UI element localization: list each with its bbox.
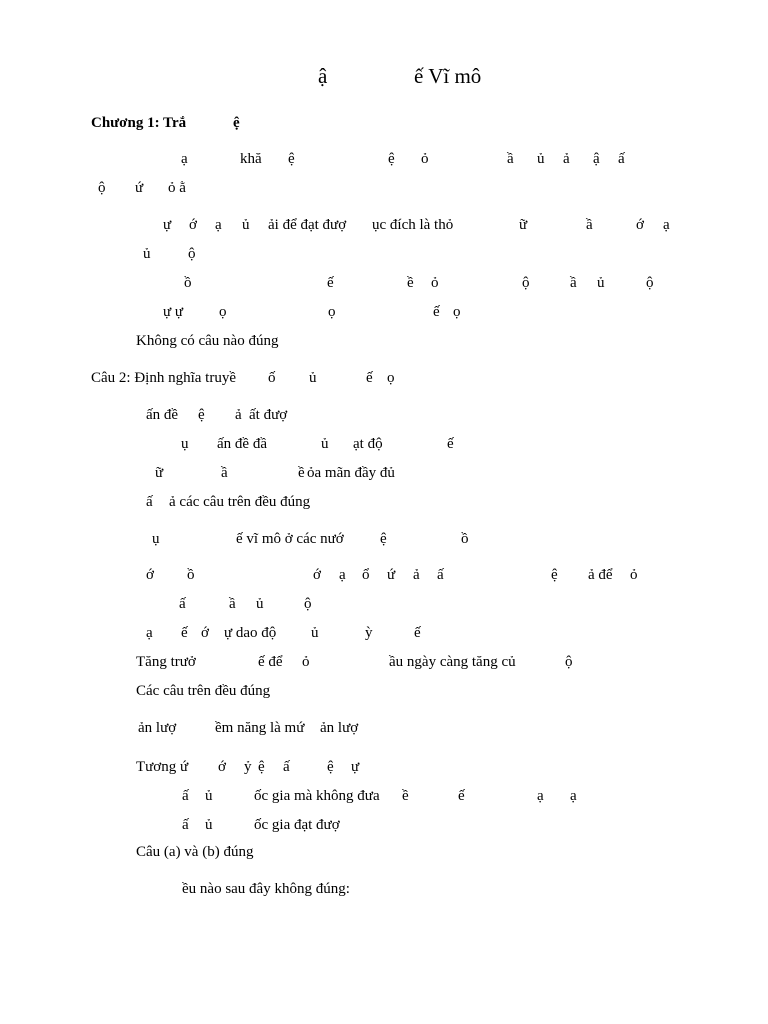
line-17 bbox=[0, 652, 768, 672]
text-fragment: ớ bbox=[201, 625, 209, 641]
text-fragment: Tăng trưở bbox=[136, 654, 196, 670]
text-fragment: ế vĩ mô ở các nướ bbox=[236, 531, 344, 547]
text-fragment: ủ bbox=[597, 275, 605, 291]
line-7 bbox=[0, 331, 768, 351]
text-fragment: ạ bbox=[663, 217, 670, 233]
text-fragment: ệ bbox=[198, 407, 205, 423]
text-fragment: ủ bbox=[311, 625, 319, 641]
line-5 bbox=[0, 273, 768, 293]
text-fragment: ữ bbox=[519, 217, 528, 233]
text-fragment: ấn đề đầ bbox=[217, 436, 267, 452]
text-fragment: ải để đạt đượ bbox=[268, 217, 347, 233]
line-11 bbox=[0, 463, 768, 483]
text-fragment: ọ bbox=[453, 304, 461, 320]
text-fragment: ầ bbox=[221, 465, 228, 481]
title-fragment: ế Vĩ mô bbox=[414, 64, 482, 88]
line-20 bbox=[0, 757, 768, 777]
text-fragment: ầ bbox=[507, 151, 514, 167]
text-fragment: ỏa mãn đầy đủ bbox=[307, 465, 395, 481]
line-4 bbox=[0, 244, 768, 264]
text-fragment: ấ bbox=[146, 494, 153, 510]
text-fragment: ạ bbox=[146, 625, 153, 641]
text-fragment: ạ bbox=[570, 788, 577, 804]
text-fragment: Các câu trên đều đúng bbox=[136, 683, 271, 699]
line-18 bbox=[0, 681, 768, 701]
text-fragment: ậ bbox=[593, 151, 600, 167]
text-fragment: ốc gia mà không đưa bbox=[254, 788, 380, 804]
text-fragment: ầu ngày càng tăng củ bbox=[389, 654, 516, 670]
text-fragment: ủ bbox=[205, 788, 213, 804]
text-fragment: ề bbox=[402, 788, 409, 804]
text-fragment: Không có câu nào đúng bbox=[136, 333, 279, 349]
text-fragment: Chương 1: Trắ bbox=[91, 115, 187, 131]
text-fragment: ạ bbox=[339, 567, 346, 583]
text-fragment: Tương ứ bbox=[136, 759, 189, 775]
text-fragment: ổ bbox=[362, 567, 370, 583]
text-fragment: ỏ bbox=[302, 654, 310, 670]
line-2 bbox=[0, 178, 768, 198]
text-fragment: ạ bbox=[537, 788, 544, 804]
text-fragment: ạ bbox=[215, 217, 222, 233]
text-fragment: ế bbox=[327, 275, 334, 291]
text-fragment: ộ bbox=[565, 654, 573, 670]
text-fragment: ỷ bbox=[244, 759, 252, 775]
text-fragment: ỏ bbox=[431, 275, 439, 291]
text-fragment: ềm năng là mứ bbox=[215, 720, 305, 736]
text-fragment: ất đượ bbox=[249, 407, 288, 423]
text-fragment: ộ bbox=[522, 275, 530, 291]
text-fragment: ự dao độ bbox=[224, 625, 277, 641]
text-fragment: ản lượ bbox=[320, 720, 359, 736]
text-fragment: ả bbox=[563, 151, 570, 167]
text-fragment: ề bbox=[407, 275, 414, 291]
line-10 bbox=[0, 434, 768, 454]
line-22 bbox=[0, 815, 768, 835]
text-fragment: ả bbox=[413, 567, 420, 583]
text-fragment: ấ bbox=[182, 788, 189, 804]
text-fragment: ầ bbox=[586, 217, 593, 233]
text-fragment: ệ bbox=[233, 115, 240, 131]
text-fragment: ệ bbox=[380, 531, 387, 547]
text-fragment: ộ bbox=[98, 180, 106, 196]
text-fragment: ế bbox=[458, 788, 465, 804]
line-6 bbox=[0, 302, 768, 322]
text-fragment: ế bbox=[366, 370, 373, 386]
text-fragment: ản lượ bbox=[138, 720, 177, 736]
text-fragment: ớ bbox=[313, 567, 321, 583]
text-fragment: ữ bbox=[155, 465, 164, 481]
question-2 bbox=[0, 368, 768, 388]
text-fragment: ọ bbox=[219, 304, 227, 320]
text-fragment: ủ bbox=[537, 151, 545, 167]
text-fragment: ấn đề bbox=[146, 407, 179, 423]
text-fragment: ấ bbox=[182, 817, 189, 833]
text-fragment: ục đích là thỏ bbox=[372, 217, 454, 233]
text-fragment: ều nào sau đây không đúng: bbox=[182, 881, 350, 897]
text-fragment: ế bbox=[433, 304, 440, 320]
text-fragment: ệ bbox=[327, 759, 334, 775]
text-fragment: ấ bbox=[437, 567, 444, 583]
text-fragment: ộ bbox=[304, 596, 312, 612]
text-fragment: ế để bbox=[258, 654, 283, 670]
title-fragment: ậ bbox=[318, 64, 328, 88]
text-fragment: ệ bbox=[551, 567, 558, 583]
text-fragment: ầ bbox=[570, 275, 577, 291]
text-fragment: ớ bbox=[218, 759, 226, 775]
text-fragment: ấ bbox=[179, 596, 186, 612]
text-fragment: ồ bbox=[187, 567, 195, 583]
text-fragment: ớ bbox=[146, 567, 154, 583]
line-13 bbox=[0, 529, 768, 549]
text-fragment: ủ bbox=[321, 436, 329, 452]
text-fragment: ự ự bbox=[163, 304, 184, 320]
text-fragment: ứ bbox=[135, 180, 144, 196]
text-fragment: ủ bbox=[309, 370, 317, 386]
text-fragment: ớ bbox=[189, 217, 197, 233]
text-fragment: khă bbox=[240, 151, 262, 167]
text-fragment: ứ bbox=[387, 567, 396, 583]
text-fragment: ế bbox=[181, 625, 188, 641]
text-fragment: ầ bbox=[229, 596, 236, 612]
text-fragment: ạt độ bbox=[353, 436, 383, 452]
text-fragment: ọ bbox=[328, 304, 336, 320]
text-fragment: Câu 2: Định nghĩa truyề bbox=[91, 370, 236, 386]
text-fragment: ề bbox=[298, 465, 305, 481]
line-24 bbox=[0, 879, 768, 899]
text-fragment: ả các câu trên đều đúng bbox=[169, 494, 311, 510]
text-fragment: ỏ bbox=[630, 567, 638, 583]
text-fragment: Câu (a) và (b) đúng bbox=[136, 844, 254, 860]
text-fragment: ả bbox=[235, 407, 242, 423]
text-fragment: ủ bbox=[143, 246, 151, 262]
text-fragment: ệ bbox=[288, 151, 295, 167]
text-fragment: ụ bbox=[152, 531, 160, 547]
line-15 bbox=[0, 594, 768, 614]
text-fragment: ốc gia đạt đượ bbox=[254, 817, 340, 833]
text-fragment: ồ bbox=[184, 275, 192, 291]
line-14 bbox=[0, 565, 768, 585]
text-fragment: ố bbox=[268, 370, 276, 386]
text-fragment: ộ bbox=[646, 275, 654, 291]
text-fragment: ấ bbox=[618, 151, 625, 167]
text-fragment: ọ bbox=[387, 370, 395, 386]
text-fragment: ự bbox=[163, 217, 172, 233]
text-fragment: ớ bbox=[636, 217, 644, 233]
line-19 bbox=[0, 718, 768, 738]
text-fragment: ồ bbox=[461, 531, 469, 547]
line-1 bbox=[0, 149, 768, 169]
text-fragment: ự bbox=[351, 759, 360, 775]
text-fragment: ả để bbox=[588, 567, 613, 583]
text-fragment: ủ bbox=[205, 817, 213, 833]
text-fragment: ỏ bbox=[421, 151, 429, 167]
text-fragment: ế bbox=[414, 625, 421, 641]
line-16 bbox=[0, 623, 768, 643]
line-3 bbox=[0, 215, 768, 235]
line-23 bbox=[0, 842, 768, 862]
text-fragment: ạ bbox=[181, 151, 188, 167]
text-fragment: ỏ ằ bbox=[168, 180, 186, 196]
text-fragment: ủ bbox=[256, 596, 264, 612]
text-fragment: ệ bbox=[388, 151, 395, 167]
line-21 bbox=[0, 786, 768, 806]
text-fragment: ủ bbox=[242, 217, 250, 233]
text-fragment: ế bbox=[447, 436, 454, 452]
line-12 bbox=[0, 492, 768, 512]
text-fragment: ụ bbox=[181, 436, 189, 452]
text-fragment: ấ bbox=[283, 759, 290, 775]
document-title bbox=[0, 63, 768, 88]
chapter-heading bbox=[0, 113, 768, 133]
text-fragment: ộ bbox=[188, 246, 196, 262]
text-fragment: ỳ bbox=[365, 625, 373, 641]
line-9 bbox=[0, 405, 768, 425]
text-fragment: ệ bbox=[258, 759, 265, 775]
